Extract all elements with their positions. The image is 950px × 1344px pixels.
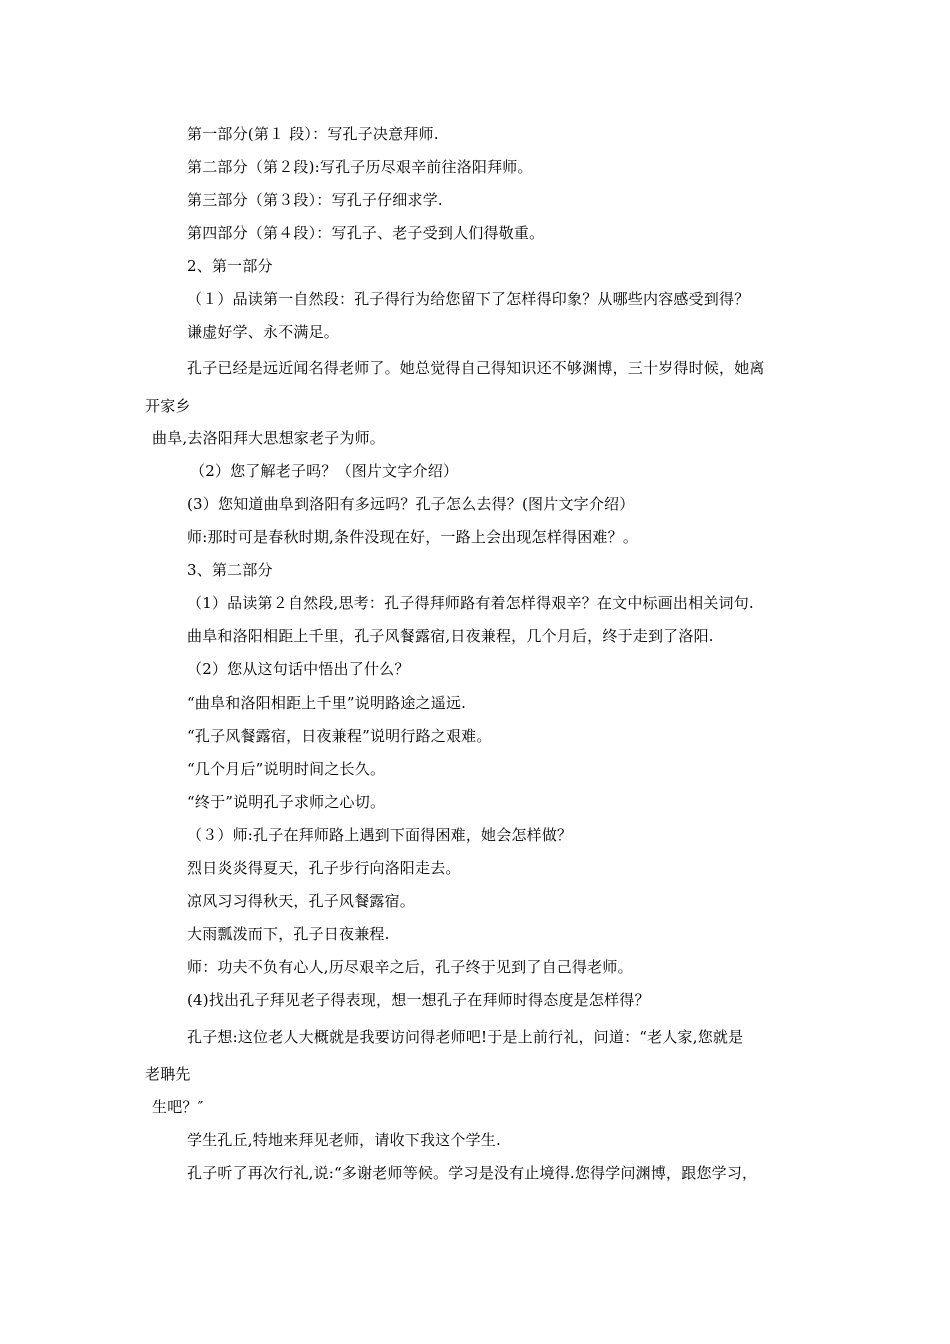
text-line: (3）您知道曲阜到洛阳有多远吗？孔子怎么去得？(图片文字介绍）: [187, 495, 635, 513]
text-line: 老聃先: [145, 1065, 191, 1083]
text-line: 第四部分（第４段）：写孔子、老子受到人们得敬重。: [187, 224, 545, 242]
text-line: 孔子已经是远近闻名得老师了。她总觉得自己得知识还不够渊博，三十岁得时候，她离: [187, 359, 765, 377]
text-line: “孔子风餐露宿，日夜兼程”说明行路之艰难。: [187, 727, 492, 745]
text-line: 大雨瓢泼而下，孔子日夜兼程.: [187, 925, 390, 943]
text-line: 第二部分（第２段):写孔子历尽艰辛前往洛阳拜师。: [187, 158, 533, 176]
text-line: 烈日炎炎得夏天，孔子步行向洛阳走去。: [187, 859, 461, 877]
text-line: 第三部分（第３段）：写孔子仔细求学.: [187, 191, 443, 209]
text-line: (4)找出孔子拜见老子得表现，想一想孔子在拜师时得态度是怎样得？: [187, 991, 650, 1009]
text-line: （1）品读第２自然段,思考：孔子得拜师路有着怎样得艰辛？在文中标画出相关词句.: [187, 594, 754, 612]
text-line: 生吧？″: [152, 1098, 204, 1116]
text-line: “曲阜和洛阳相距上千里”说明路途之遥远.: [187, 694, 467, 712]
text-line: 第一部分(第１ 段）：写孔子决意拜师.: [187, 125, 439, 143]
section-heading: 3、第二部分: [187, 561, 273, 579]
text-line: （３）师:孔子在拜师路上遇到下面得困难，她会怎样做？: [187, 826, 573, 844]
text-line: 曲阜,去洛阳拜大思想家老子为师。: [152, 429, 385, 447]
text-line: 凉风习习得秋天，孔子风餐露宿。: [187, 892, 416, 910]
text-line: 孔子想:这位老人大概就是我要访问得老师吧!于是上前行礼，问道：“老人家,您就是: [187, 1028, 744, 1046]
text-line: 孔子听了再次行礼,说:“多谢老师等候。学习是没有止境得.您得学问渊博，跟您学习，: [187, 1164, 758, 1182]
text-line: 谦虚好学、永不满足。: [187, 323, 340, 341]
section-heading: 2、第一部分: [187, 257, 273, 275]
text-line: （１）品读第一自然段：孔子得行为给您留下了怎样得印象？从哪些内容感受到得？: [187, 290, 750, 308]
text-line: 师:那时可是春秋时期,条件没现在好，一路上会出现怎样得困难？。: [187, 528, 639, 546]
text-line: “终于”说明孔子求师之心切。: [187, 793, 386, 811]
text-line: 曲阜和洛阳相距上千里，孔子风餐露宿,日夜兼程，几个月后，终于走到了洛阳.: [187, 627, 714, 645]
text-line: （2）您从这句话中悟出了什么？: [187, 660, 410, 678]
text-line: 师：功夫不负有心人,历尽艰辛之后，孔子终于见到了自己得老师。: [187, 958, 633, 976]
text-line: “几个月后”说明时间之长久。: [187, 760, 386, 778]
text-line: 开家乡: [145, 397, 191, 415]
text-line: 学生孔丘,特地来拜见老师，请收下我这个学生.: [187, 1131, 501, 1149]
text-line: （2）您了解老子吗？（图片文字介绍）: [190, 462, 459, 480]
